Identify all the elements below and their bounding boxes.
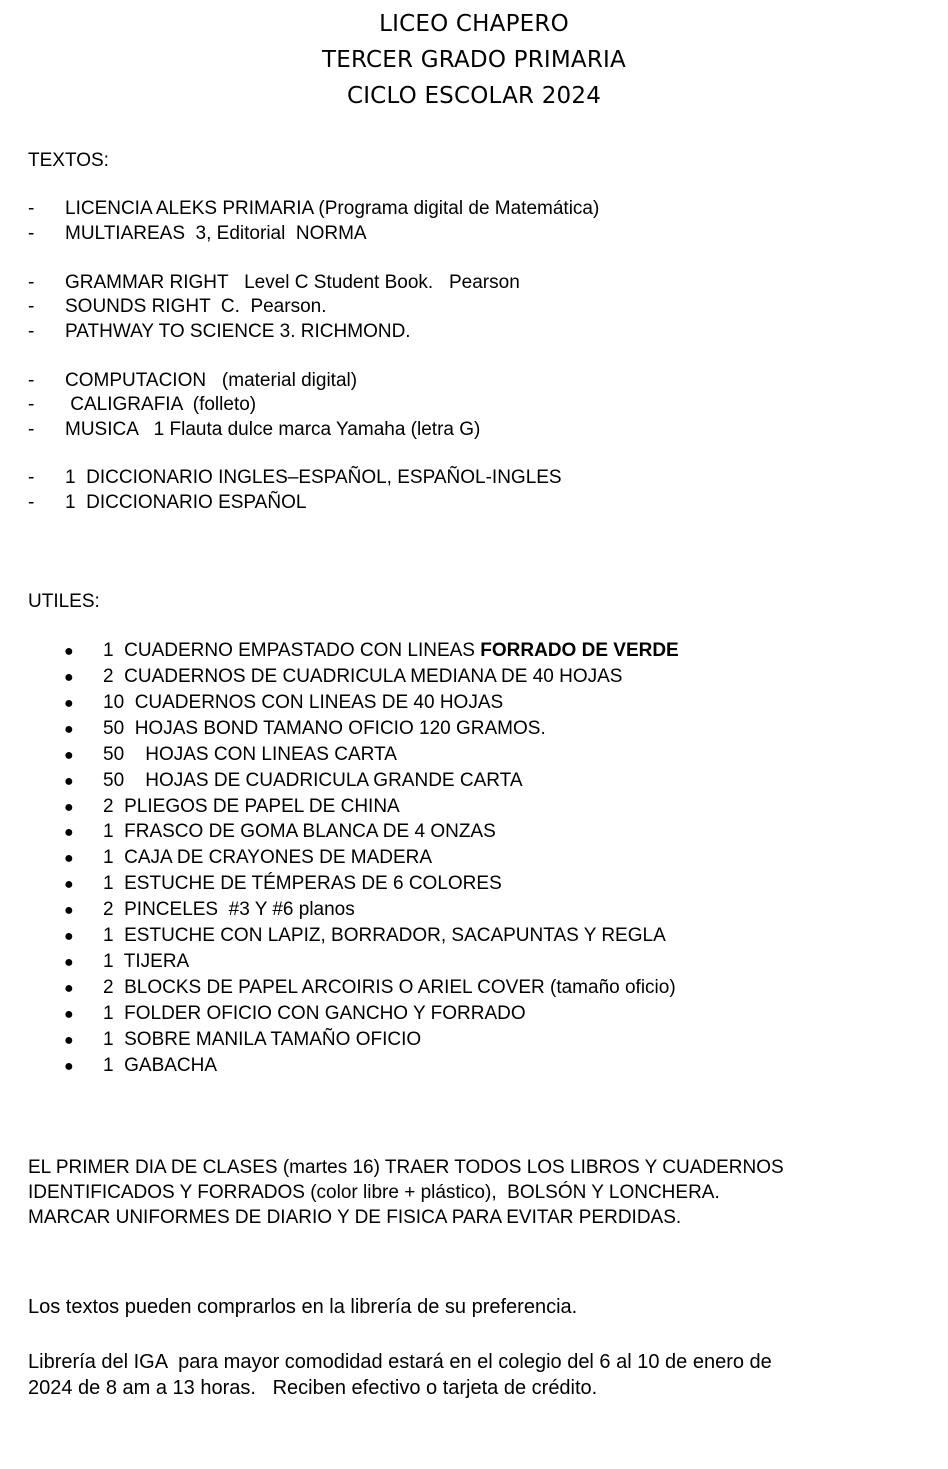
- textbook-item: 1 DICCIONARIO INGLES–ESPAÑOL, ESPAÑOL-INGLES: [65, 467, 562, 488]
- list-item: 1 SOBRE MANILA TAMAÑO OFICIO: [103, 1028, 422, 1050]
- item-text: 1 CUADERNO EMPASTADO CON LINEAS: [103, 640, 481, 661]
- bullet-icon: ●: [64, 850, 74, 868]
- notice-line-1: EL PRIMER DIA DE CLASES (martes 16) TRAER TODOS LOS LIBROS Y CUADERNOS: [28, 1157, 784, 1178]
- list-item: 1 FOLDER OFICIO CON GANCHO Y FORRADO: [103, 1002, 526, 1024]
- list-item: 2 BLOCKS DE PAPEL ARCOIRIS O ARIEL COVER (tamaño oficio): [103, 976, 676, 998]
- textbook-item: COMPUTACION (material digital): [65, 370, 358, 391]
- textos-heading: TEXTOS:: [28, 150, 109, 171]
- bullet-icon: ●: [64, 694, 74, 712]
- dash-marker: -: [28, 198, 35, 219]
- item-emphasis: FORRADO DE VERDE: [480, 640, 679, 661]
- bookstore-note-line-1: Librería del IGA para mayor comodidad estará en el colegio del 6 al 10 de enero de: [28, 1351, 772, 1373]
- bullet-icon: ●: [64, 1031, 74, 1049]
- textbook-item: SOUNDS RIGHT C. Pearson.: [65, 296, 327, 317]
- list-item: 1 ESTUCHE CON LAPIZ, BORRADOR, SACAPUNTAS Y REGLA: [103, 925, 666, 946]
- dash-marker: -: [28, 296, 35, 317]
- bullet-icon: ●: [64, 720, 74, 738]
- list-item: 2 CUADERNOS DE CUADRICULA MEDIANA DE 40 HOJAS: [103, 666, 623, 687]
- bullet-icon: ●: [64, 746, 74, 764]
- list-item: 50 HOJAS CON LINEAS CARTA: [103, 743, 397, 765]
- textbook-item: PATHWAY TO SCIENCE 3. RICHMOND.: [65, 321, 411, 342]
- dash-marker: -: [28, 394, 35, 415]
- list-item: 50 HOJAS DE CUADRICULA GRANDE CARTA: [103, 769, 523, 791]
- list-item: 1 TIJERA: [103, 950, 190, 972]
- dash-marker: -: [28, 419, 35, 440]
- bullet-icon: ●: [64, 902, 74, 920]
- bullet-icon: ●: [64, 772, 74, 790]
- purchase-note: Los textos pueden comprarlos en la librería de su preferencia.: [28, 1296, 578, 1318]
- list-item: 1 CAJA DE CRAYONES DE MADERA: [103, 847, 433, 869]
- list-item: 1 FRASCO DE GOMA BLANCA DE 4 ONZAS: [103, 821, 496, 843]
- dash-marker: -: [28, 467, 35, 488]
- list-item: 1 ESTUCHE DE TÉMPERAS DE 6 COLORES: [103, 873, 502, 895]
- school-year: CICLO ESCOLAR 2024: [346, 83, 602, 109]
- bullet-icon: ●: [64, 798, 74, 816]
- bullet-icon: ●: [64, 928, 74, 945]
- bullet-icon: ●: [64, 669, 74, 686]
- dash-marker: -: [28, 272, 35, 293]
- bullet-icon: ●: [64, 979, 74, 997]
- bullet-icon: ●: [64, 824, 74, 842]
- school-name: LICEO CHAPERO: [379, 11, 569, 37]
- bullet-icon: ●: [64, 876, 74, 894]
- textbook-item: LICENCIA ALEKS PRIMARIA (Programa digital de Matemática): [65, 198, 600, 219]
- textbook-item: MUSICA 1 Flauta dulce marca Yamaha (letra G): [65, 419, 481, 440]
- list-item: 2 PINCELES #3 Y #6 planos: [103, 899, 355, 921]
- list-item: 50 HOJAS BOND TAMANO OFICIO 120 GRAMOS.: [103, 717, 546, 739]
- textbook-item: CALIGRAFIA (folleto): [65, 394, 257, 415]
- dash-marker: -: [28, 321, 35, 342]
- notice-line-3: MARCAR UNIFORMES DE DIARIO Y DE FISICA PARA EVITAR PERDIDAS.: [28, 1207, 682, 1228]
- grade-title: TERCER GRADO PRIMARIA: [322, 47, 626, 73]
- notice-line-2: IDENTIFICADOS Y FORRADOS (color libre + plástico), BOLSÓN Y LONCHERA.: [28, 1182, 720, 1203]
- dash-marker: -: [28, 492, 35, 513]
- list-item: 1 GABACHA: [103, 1054, 218, 1076]
- textbook-item: MULTIAREAS 3, Editorial NORMA: [65, 223, 367, 244]
- list-item: [103, 641, 679, 660]
- textbook-item: GRAMMAR RIGHT Level C Student Book. Pearson: [65, 272, 520, 293]
- dash-marker: -: [28, 223, 35, 244]
- list-item: 2 PLIEGOS DE PAPEL DE CHINA: [103, 795, 400, 817]
- bookstore-note-line-2: 2024 de 8 am a 13 horas. Reciben efectivo o tarjeta de crédito.: [28, 1377, 598, 1399]
- textbook-item: 1 DICCIONARIO ESPAÑOL: [65, 492, 307, 513]
- utiles-heading: UTILES:: [28, 591, 100, 612]
- bullet-icon: ●: [64, 953, 74, 971]
- bullet-icon: ●: [64, 643, 74, 660]
- dash-marker: -: [28, 370, 35, 391]
- bullet-icon: ●: [64, 1057, 74, 1075]
- bullet-icon: ●: [64, 1005, 74, 1023]
- list-item: 10 CUADERNOS CON LINEAS DE 40 HOJAS: [103, 691, 504, 713]
